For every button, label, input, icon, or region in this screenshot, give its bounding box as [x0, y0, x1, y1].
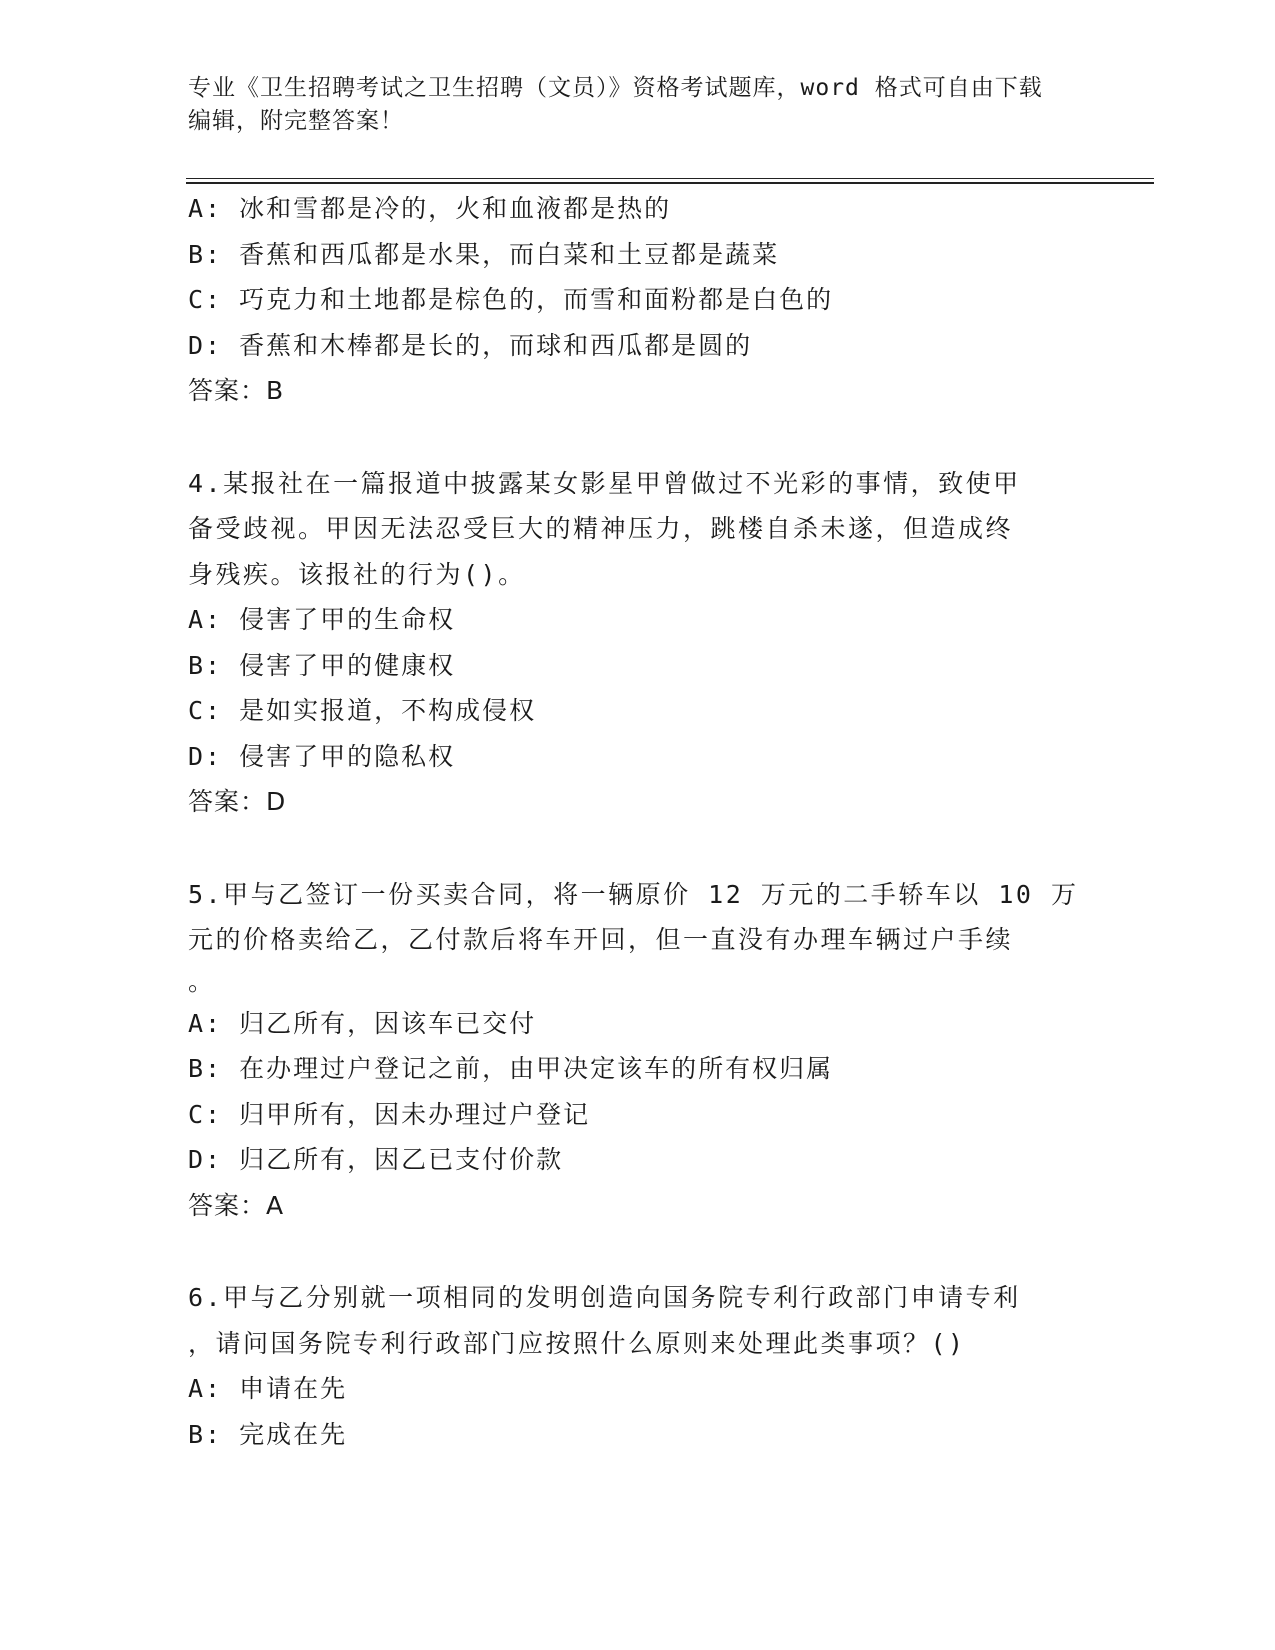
answer: 答案：D [188, 787, 287, 816]
option-c: C: 是如实报道，不构成侵权 [188, 696, 537, 725]
document-header [188, 72, 1078, 138]
divider-thick-line [186, 182, 1154, 184]
option-d: D: 侵害了甲的隐私权 [188, 741, 456, 771]
header-divider [186, 178, 1154, 183]
header-line-2: 编辑，附完整答案！ [188, 108, 404, 134]
option-b: B: 香蕉和西瓜都是水果，而白菜和土豆都是蔬菜 [188, 239, 780, 269]
divider-thin-line [186, 178, 1154, 179]
option-d: D: 归乙所有，因乙已支付价款 [188, 1145, 564, 1174]
header-line-1: 专业《卫生招聘考试之卫生招聘（文员）》资格考试题库，word 格式可自由下载 [188, 75, 1043, 101]
question-6 [188, 1275, 1068, 1457]
option-a: A: 冰和雪都是冷的，火和血液都是热的 [188, 194, 672, 223]
spacer [188, 825, 1068, 872]
option-a: A: 申请在先 [188, 1374, 348, 1403]
answer: 答案：A [188, 1190, 285, 1220]
question-stem-line: 备受歧视。甲因无法忍受巨大的精神压力，跳楼自杀未遂，但造成终 [188, 514, 1014, 543]
question-4 [188, 461, 1068, 825]
option-d: D: 香蕉和木棒都是长的，而球和西瓜都是圆的 [188, 330, 753, 360]
option-b: B: 侵害了甲的健康权 [188, 650, 456, 680]
question-5 [188, 872, 1079, 1229]
question-stem-line: 4.某报社在一篇报道中披露某女影星甲曾做过不光彩的事情，致使甲 [188, 468, 1021, 498]
spacer [188, 1228, 1068, 1275]
question-list [188, 186, 1079, 1457]
answer: 答案：B [188, 376, 285, 405]
question-stem-line: 元的价格卖给乙，乙付款后将车开回，但一直没有办理车辆过户手续 [188, 925, 1014, 954]
question-stem-line: ，请问国务院专利行政部门应按照什么原则来处理此类事项？() [188, 1328, 966, 1358]
question-stem-line: 身残疾。该报社的行为()。 [188, 559, 526, 589]
question-3-continued [188, 186, 1068, 414]
question-stem-line: 5.甲与乙签订一份买卖合同，将一辆原价 12 万元的二手轿车以 10 万 [188, 879, 1079, 909]
option-a: A: 侵害了甲的生命权 [188, 605, 456, 634]
spacer [188, 414, 1068, 461]
question-stem-line: 6.甲与乙分别就一项相同的发明创造向国务院专利行政部门申请专利 [188, 1283, 1021, 1312]
option-b: B: 完成在先 [188, 1419, 348, 1449]
option-b: B: 在办理过户登记之前，由甲决定该车的所有权归属 [188, 1054, 834, 1083]
option-a: A: 归乙所有，因该车已交付 [188, 1008, 537, 1038]
option-c: C: 巧克力和土地都是棕色的，而雪和面粉都是白色的 [188, 285, 834, 314]
option-c: C: 归甲所有，因未办理过户登记 [188, 1099, 591, 1129]
question-stem-line: 。 [188, 966, 216, 996]
